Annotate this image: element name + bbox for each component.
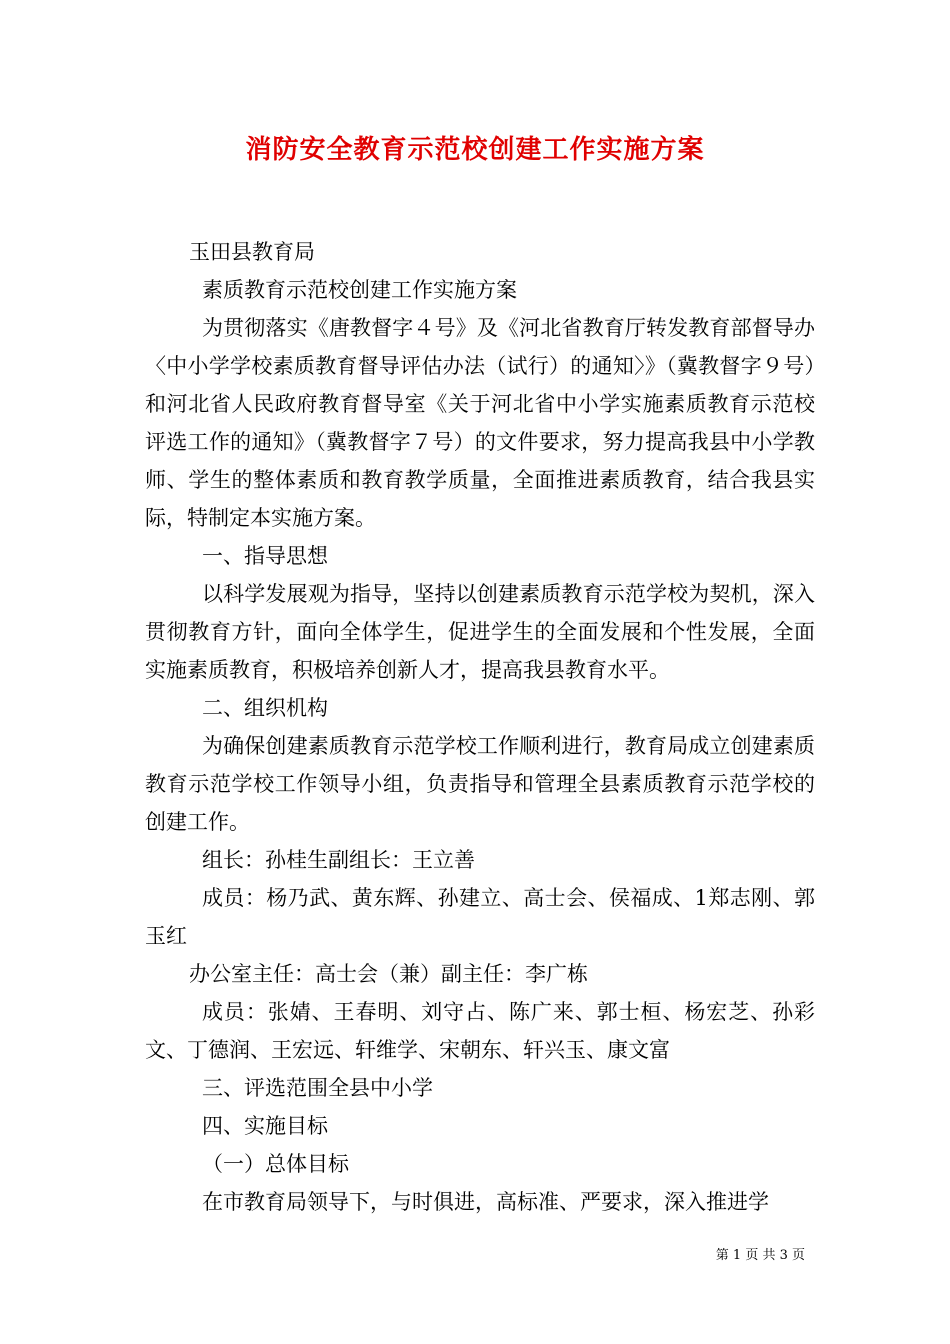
paragraph-organization: 为确保创建素质教育示范学校工作顺利进行，教育局成立创建素质教育示范学校工作领导小组，负责指导和管理全县素质教育示范学校的创建工作。	[145, 734, 815, 834]
document-body	[145, 233, 815, 1221]
paragraph-members-2: 成员：张婧、王春明、刘守占、陈广来、郭士桓、杨宏芝、孙彩文、丁德润、王宏远、轩维学、宋朝东、轩兴玉、康文富	[145, 1000, 815, 1062]
paragraph-issuer: 玉田县教育局	[189, 240, 315, 264]
paragraph-members-1: 成员：杨乃武、黄东辉、孙建立、高士会、侯福成、1郑志刚、郭玉红	[145, 886, 815, 948]
page-number-footer: 第 1 页 共 3 页	[715, 1248, 805, 1263]
subsection-heading-1: （一）总体目标	[202, 1152, 349, 1176]
paragraph-intro: 为贯彻落实《唐教督字４号》及《河北省教育厅转发教育部督导办〈中小学学校素质教育督导评估办法（试行）的通知〉》（冀教督字９号）和河北省人民政府教育督导室《关于河北省中小学实施素质教育示范校评选工作的通知》（冀教督字７号）的文件要求，努力提高我县中小学教师、学生的整体素质和教育教学质量，全面推进素质教育，结合我县实际，特制定本实施方案。	[145, 316, 815, 530]
paragraph-leaders: 组长：孙桂生副组长：王立善	[202, 848, 475, 872]
paragraph-office: 办公室主任：高士会（兼）副主任：李广栋	[189, 962, 588, 986]
paragraph-guiding-thought: 以科学发展观为指导，坚持以创建素质教育示范学校为契机，深入贯彻教育方针，面向全体学生，促进学生的全面发展和个性发展，全面实施素质教育，积极培养创新人才，提高我县教育水平。	[145, 582, 815, 682]
section-heading-3: 三、评选范围全县中小学	[202, 1076, 433, 1100]
paragraph-subtitle: 素质教育示范校创建工作实施方案	[202, 278, 517, 302]
section-heading-1: 一、指导思想	[202, 544, 328, 568]
document-title: 消防安全教育示范校创建工作实施方案	[245, 135, 705, 165]
section-heading-2: 二、组织机构	[202, 696, 328, 720]
section-heading-4: 四、实施目标	[202, 1114, 328, 1138]
paragraph-overall-goal: 在市教育局领导下，与时俱进，高标准、严要求，深入推进学	[202, 1190, 769, 1214]
